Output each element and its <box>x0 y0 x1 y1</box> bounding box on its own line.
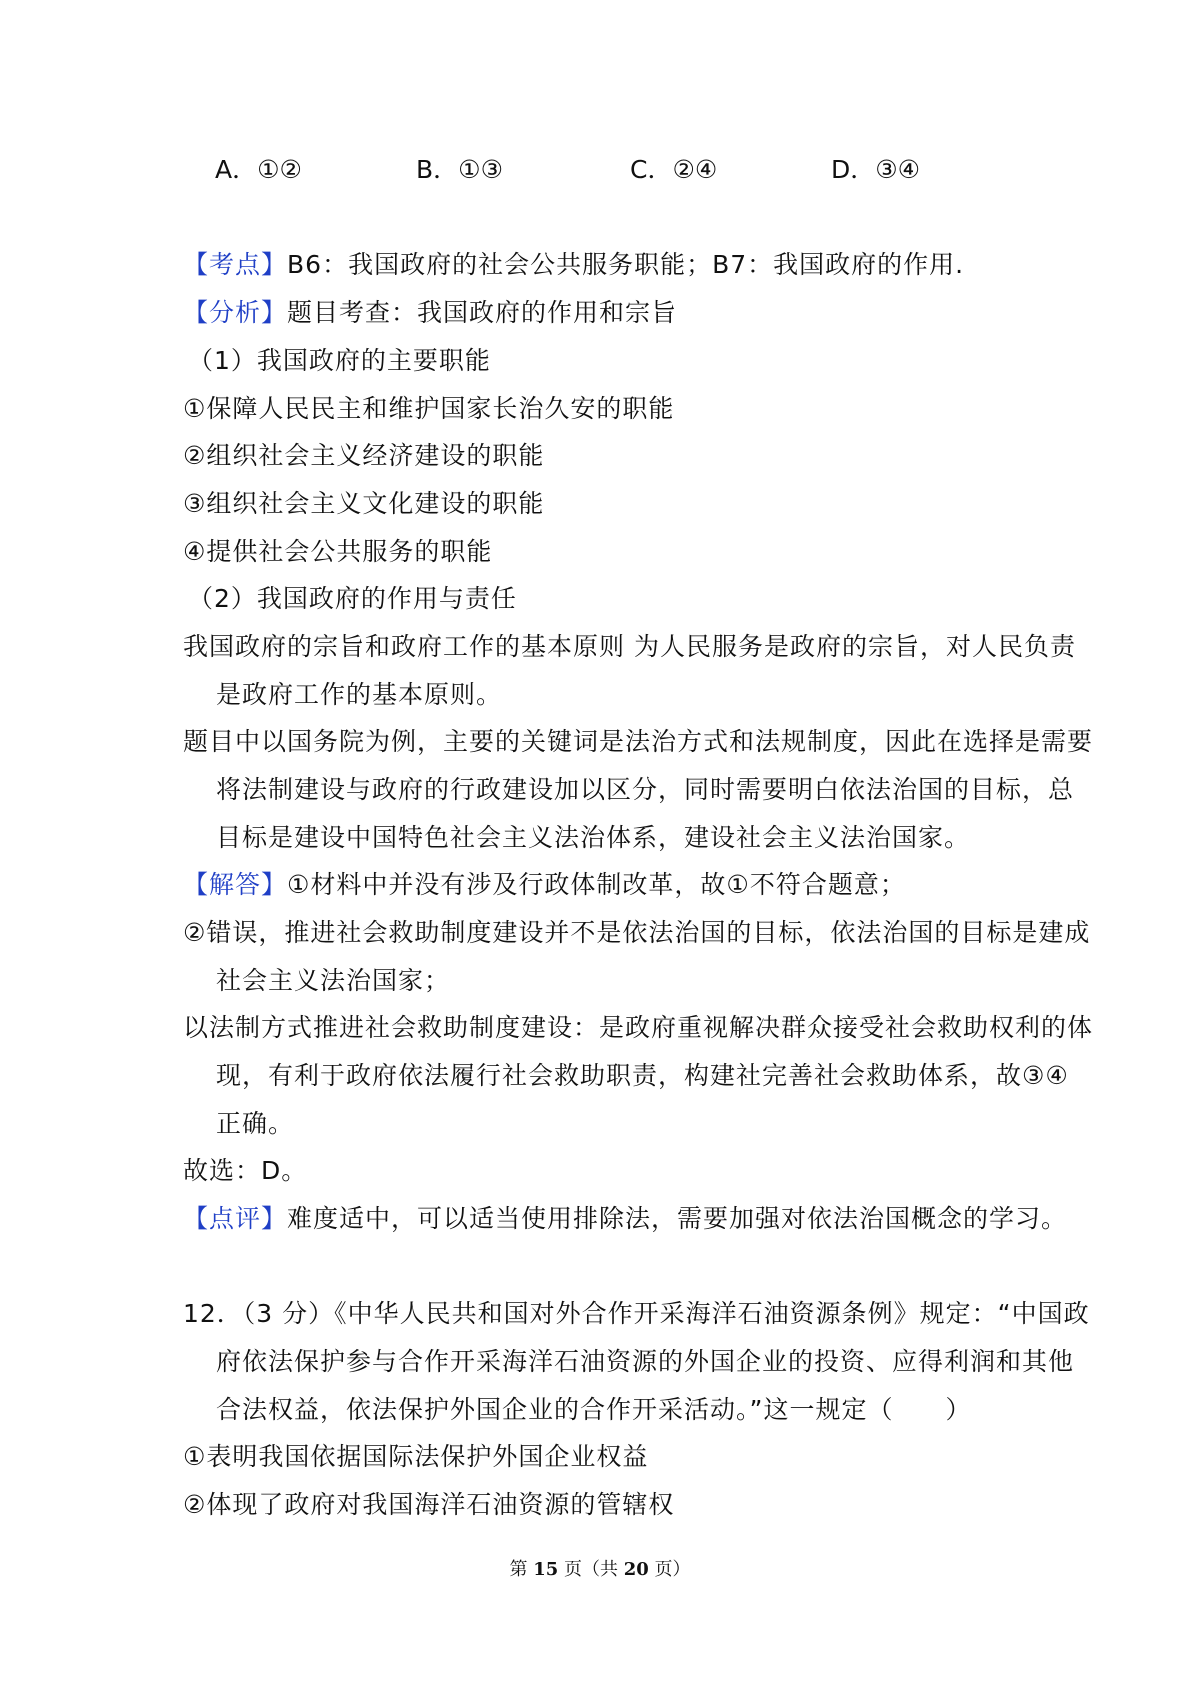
question-12-item: ①表明我国依据国际法保护外国企业权益 <box>183 1442 649 1471</box>
option-b: B．①③ <box>416 155 503 184</box>
question-12-stem: 府依法保护参与合作开采海洋石油资源的外国企业的投资、应得利润和其他 <box>216 1347 1075 1376</box>
analysis-line: ①保障人民民主和维护国家长治久安的职能 <box>183 394 675 423</box>
option-d: D．③④ <box>831 155 921 184</box>
kaodian-tag: 【考点】 <box>183 250 288 279</box>
question-12-stem: 12．（3 分）《中华人民共和国对外合作开采海洋石油资源条例》规定：“中国政 <box>183 1299 1090 1328</box>
page-number: 15 <box>533 1559 559 1580</box>
question-12-item: ②体现了政府对我国海洋石油资源的管辖权 <box>183 1490 675 1519</box>
analysis-line: 我国政府的宗旨和政府工作的基本原则 为人民服务是政府的宗旨，对人民负责 <box>183 632 1076 661</box>
analysis-line: 将法制建设与政府的行政建设加以区分，同时需要明白依法治国的目标，总 <box>216 775 1075 804</box>
analysis-line: 目标是建设中国特色社会主义法治体系，建设社会主义法治国家。 <box>216 823 971 852</box>
answer-line: 社会主义法治国家； <box>216 966 451 995</box>
analysis-line: ④提供社会公共服务的职能 <box>183 537 493 566</box>
analysis-line: （1）我国政府的主要职能 <box>188 346 491 375</box>
analysis-line: ③组织社会主义文化建设的职能 <box>183 489 545 518</box>
question-12-stem: 合法权益，依法保护外国企业的合作开采活动。”这一规定（ ） <box>216 1395 972 1424</box>
dianping-line <box>183 1203 1067 1235</box>
kaodian-text: B6：我国政府的社会公共服务职能；B7：我国政府的作用. <box>287 250 965 279</box>
answer-line: ②错误，推进社会救助制度建设并不是依法治国的目标，依法治国的目标是建成 <box>183 918 1091 947</box>
answer-line: 正确。 <box>216 1109 295 1138</box>
dianping-text: 难度适中，可以适当使用排除法，需要加强对依法治国概念的学习。 <box>287 1204 1068 1233</box>
jieda-tag: 【解答】 <box>183 870 288 899</box>
analysis-line: （2）我国政府的作用与责任 <box>188 584 517 613</box>
option-c: C．②④ <box>630 155 718 184</box>
answer-line: 以法制方式推进社会救助制度建设：是政府重视解决群众接受社会救助权利的体 <box>183 1013 1094 1042</box>
kaodian-line <box>183 249 964 281</box>
jieda-text: ①材料中并没有涉及行政体制改革，故①不符合题意； <box>287 870 906 899</box>
answer-line: 故选：D。 <box>183 1156 308 1185</box>
page-total: 20 <box>623 1559 649 1580</box>
jieda-line <box>183 869 906 901</box>
answer-line: 现，有利于政府依法履行社会救助职责，构建社完善社会救助体系，故③④ <box>216 1061 1069 1090</box>
page-footer: 第 15 页（共 20 页） <box>509 1559 691 1580</box>
fenxi-tag: 【分析】 <box>183 298 288 327</box>
analysis-line: ②组织社会主义经济建设的职能 <box>183 441 545 470</box>
fenxi-text: 题目考查：我国政府的作用和宗旨 <box>287 298 678 327</box>
analysis-line: 题目中以国务院为例，主要的关键词是法治方式和法规制度，因此在选择是需要 <box>183 727 1094 756</box>
option-a: A．①② <box>215 155 302 184</box>
analysis-line: 是政府工作的基本原则。 <box>216 680 503 709</box>
fenxi-line <box>183 297 677 329</box>
dianping-tag: 【点评】 <box>183 1204 288 1233</box>
